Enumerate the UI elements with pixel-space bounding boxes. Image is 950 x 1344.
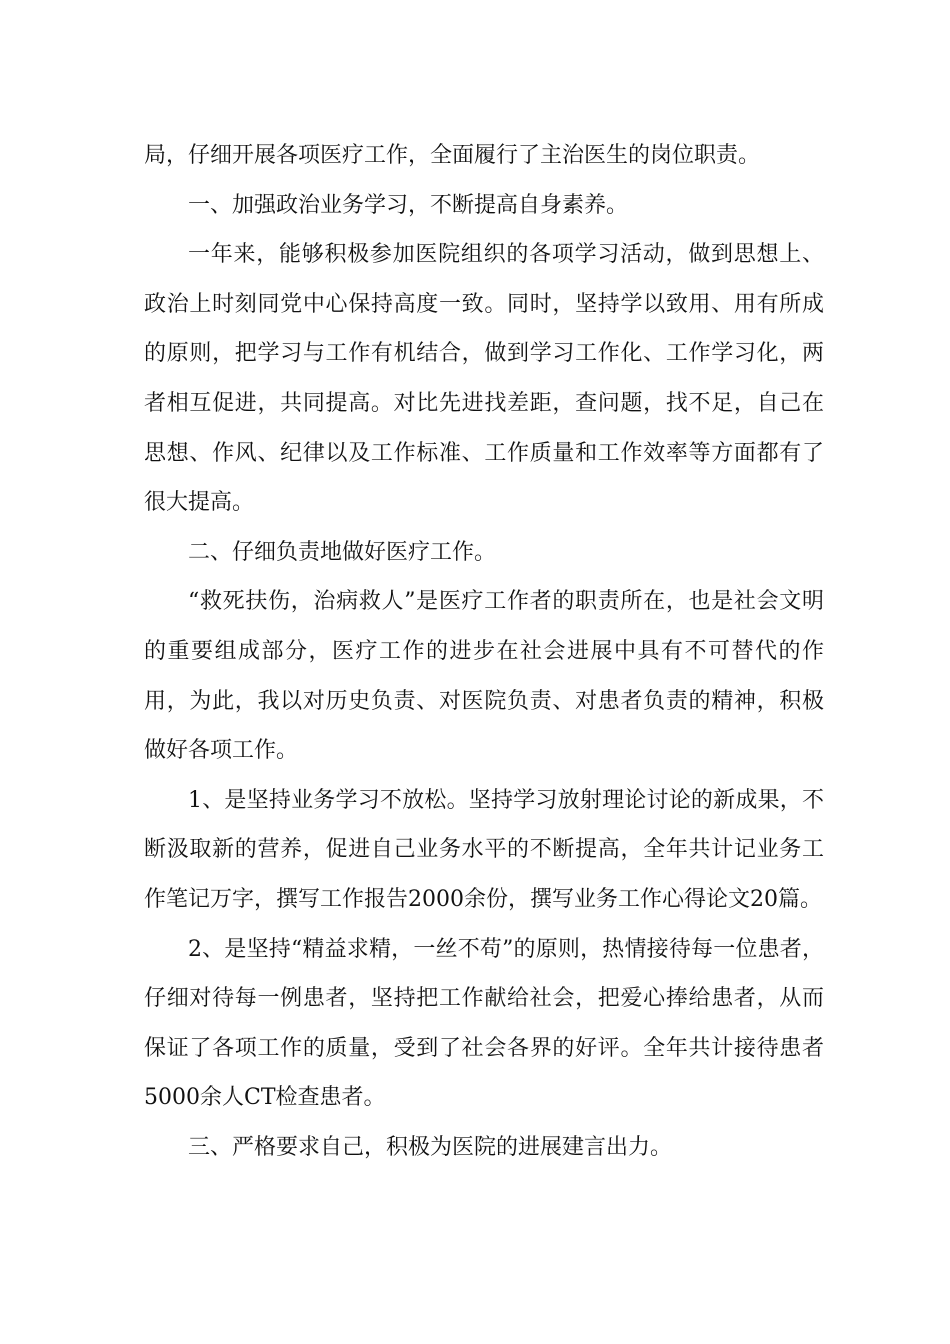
section-heading-1: 一、加强政治业务学习，不断提高自身素养。 xyxy=(188,192,629,218)
paragraph-medical-duty: “救死扶伤，治病救人”是医疗工作者的职责所在，也是社会文明的重要组成部分，医疗工作的进步在社会进展中具有不可替代的作用，为此，我以对历史负责、对医院负责、对患者负责的精神，积极做好各项工作。 xyxy=(144,589,824,764)
section-heading-2: 二、仔细负责地做好医疗工作。 xyxy=(188,539,497,565)
paragraph-item-2: 2、是坚持“精益求精，一丝不苟”的原则，热情接待每一位患者，仔细对待每一例患者，坚持把工作献给社会，把爱心捧给患者，从而保证了各项工作的质量，受到了社会各界的好评。全年共计接待患者5000余人CT检查患者。 xyxy=(144,936,824,1111)
section-heading-3: 三、严格要求自己，积极为医院的进展建言出力。 xyxy=(188,1134,673,1160)
paragraph-study: 一年来，能够积极参加医院组织的各项学习活动，做到思想上、政治上时刻同党中心保持高度一致。同时，坚持学以致用、用有所成的原则，把学习与工作有机结合，做到学习工作化、工作学习化，两者相互促进，共同提高。对比先进找差距，查问题，找不足，自己在思想、作风、纪律以及工作标准、工作质量和工作效率等方面都有了很大提高。 xyxy=(144,242,824,516)
paragraph-item-1: 1、是坚持业务学习不放松。坚持学习放射理论讨论的新成果，不断汲取新的营养，促进自己业务水平的不断提高，全年共计记业务工作笔记万字，撰写工作报告2000余份，撰写业务工作心得论文20篇。 xyxy=(144,787,824,912)
paragraph-continuation: 局，仔细开展各项医疗工作，全面履行了主治医生的岗位职责。 xyxy=(144,143,761,168)
document-body xyxy=(144,131,824,1172)
